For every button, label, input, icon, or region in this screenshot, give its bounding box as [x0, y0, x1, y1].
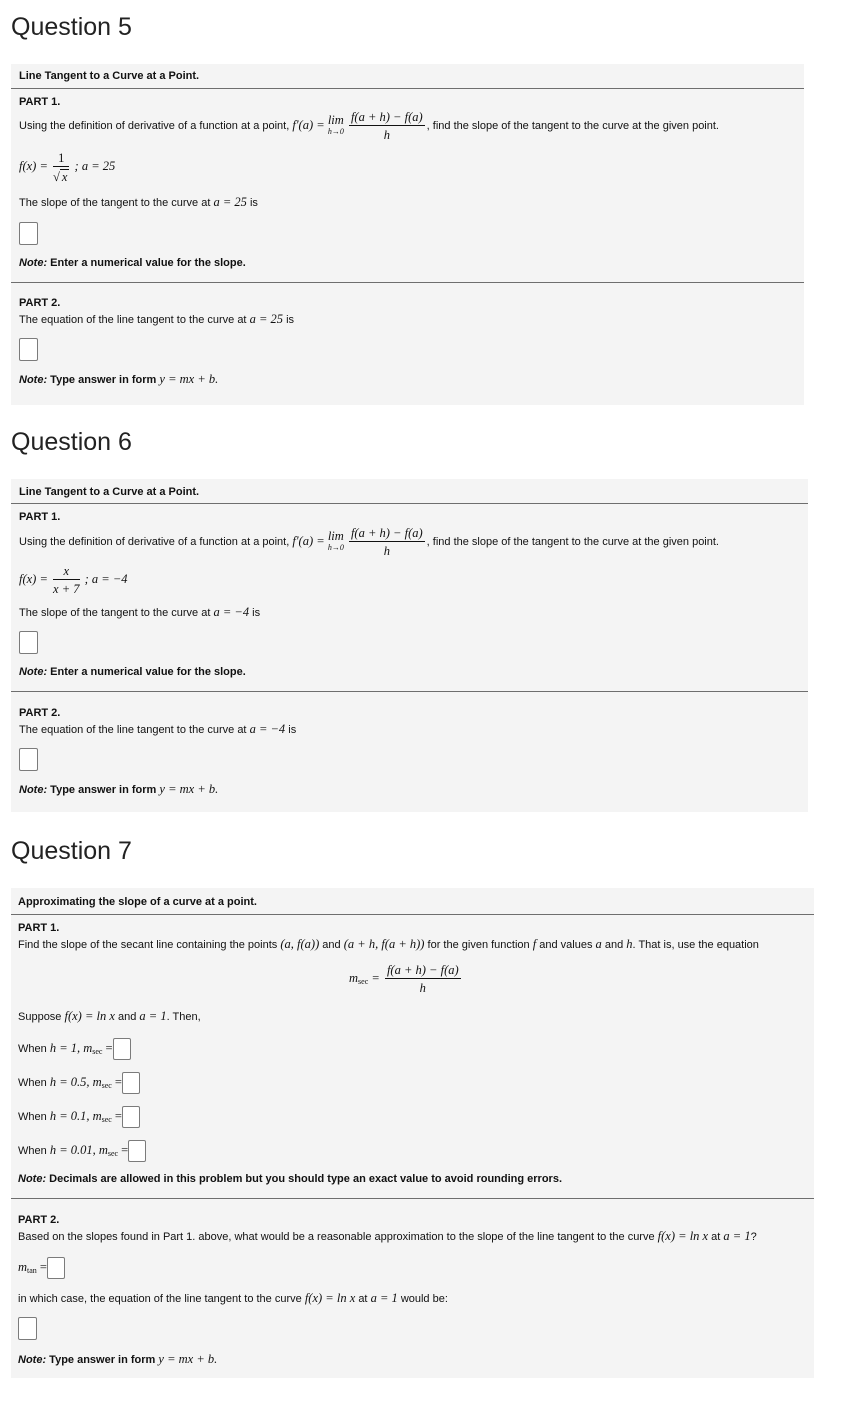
q6-part2-label: PART 2.: [19, 707, 61, 719]
q7-mtan-input[interactable]: [47, 1257, 65, 1279]
q6-intro: Using the definition of derivative of a function at a point, f′(a) = lim h→0 $\frac{f(a + h) - f(a)}{h}$ , find the slope of the tangent to the curve at the given point.: [19, 526, 719, 559]
q7-secant-formula: $m_{sec}$ = $\frac{f(a + h) - f(a)}{h}$: [349, 963, 459, 996]
q6-divider-top: [11, 503, 808, 504]
q5-intro-prefix: Using the definition of derivative of a function at a point,: [19, 120, 290, 132]
q7-msec-input-2[interactable]: [122, 1072, 140, 1094]
q5-divider-top: [11, 88, 804, 89]
q6-heading: Line Tangent to a Curve at a Point.: [19, 486, 200, 498]
question-6-panel: [11, 479, 808, 812]
q6-slope-input[interactable]: [19, 631, 38, 654]
q7-heading: Approximating the slope of a curve at a point.: [18, 896, 257, 908]
q7-h-row-1: When h = 1, $m_{sec}$ =: [18, 1036, 131, 1064]
q5-equation-input[interactable]: [19, 338, 38, 361]
question-5-title: Question 5: [11, 13, 132, 41]
q5-note-1: Note: Enter a numerical value for the slope.: [19, 257, 246, 269]
q5-slope-point: a = 25: [213, 195, 247, 209]
q6-part1-label: PART 1.: [19, 511, 61, 523]
q5-slope-input[interactable]: [19, 222, 38, 245]
q7-suppose: Suppose f(x) = ln x and a = 1. Then,: [18, 1009, 201, 1023]
q6-function: f(x) = $\frac{x}{x + 7}$ ; a = −4: [19, 564, 128, 597]
q7-h-row-4: When h = 0.01, $m_{sec}$ =: [18, 1138, 146, 1166]
q7-divider-mid: [11, 1198, 814, 1199]
q7-equation-input[interactable]: [18, 1317, 37, 1340]
question-5-panel: [11, 64, 804, 405]
q7-h-row-3: When h = 0.1, $m_{sec}$ =: [18, 1104, 140, 1132]
q7-msec-input-4[interactable]: [128, 1140, 146, 1162]
q5-divider-mid: [11, 282, 804, 283]
q7-msec-input-3[interactable]: [122, 1106, 140, 1128]
question-7-title: Question 7: [11, 837, 132, 865]
q5-function: f(x) = $\frac{1}{√ x}$ ; a = 25: [19, 150, 116, 184]
q7-note-1: Note: Decimals are allowed in this problem but you should type an exact value to avoid rounding errors.: [18, 1173, 563, 1185]
q7-tangent-eq-prompt: in which case, the equation of the line tangent to the curve f(x) = ln x at a = 1 would be:: [18, 1291, 448, 1305]
q5-note-2: Note: Type answer in form y = mx + b.: [19, 372, 219, 386]
q5-heading: Line Tangent to a Curve at a Point.: [19, 70, 200, 82]
q5-derivative-formula: f′(a) = lim h→0 $\frac{f(a + h) - f(a)}{h}$: [292, 110, 423, 143]
q7-note-2: Note: Type answer in form y = mx + b.: [18, 1352, 218, 1366]
q6-eq-prompt: The equation of the line tangent to the curve at a = −4 is: [19, 722, 297, 736]
q6-note-1: Note: Enter a numerical value for the slope.: [19, 666, 246, 678]
question-7-panel: [11, 888, 814, 1378]
q5-intro: [19, 108, 719, 143]
q7-h-row-2: When h = 0.5, $m_{sec}$ =: [18, 1070, 140, 1098]
question-6-title: Question 6: [11, 428, 132, 456]
q7-intro: Find the slope of the secant line containing the points (a, f(a)) and (a + h, f(a + h)) for the given function f and values a and h. That is, use the equation: [18, 937, 759, 951]
q7-mtan-row: $m_{tan}$ =: [18, 1255, 65, 1283]
q5-slope-prompt: The slope of the tangent to the curve at a = 25 is: [19, 195, 258, 209]
q5-intro-suffix: , find the slope of the tangent to the curve at the given point.: [426, 120, 719, 132]
q6-function-tail: ; a = −4: [84, 572, 128, 586]
q7-part1-label: PART 1.: [18, 922, 60, 934]
q7-part2-label: PART 2.: [18, 1214, 60, 1226]
q5-part2-label: PART 2.: [19, 297, 61, 309]
q7-msec-input-1[interactable]: [113, 1038, 131, 1060]
q5-eq-prompt: The equation of the line tangent to the curve at a = 25 is: [19, 312, 295, 326]
q6-slope-prompt: The slope of the tangent to the curve at a = −4 is: [19, 605, 261, 619]
q5-part1-label: PART 1.: [19, 96, 61, 108]
q6-note-2: Note: Type answer in form y = mx + b.: [19, 782, 219, 796]
q6-derivative-formula: f′(a) = lim h→0 $\frac{f(a + h) - f(a)}{h}$: [292, 526, 423, 559]
q6-equation-input[interactable]: [19, 748, 38, 771]
q7-divider-top: [11, 914, 814, 915]
q5-function-tail: ; a = 25: [74, 159, 116, 173]
q6-divider-mid: [11, 691, 808, 692]
q7-part2-prompt: Based on the slopes found in Part 1. above, what would be a reasonable approximation to the slope of the line tangent to the curve f(x) = ln x at a = 1?: [18, 1229, 757, 1243]
